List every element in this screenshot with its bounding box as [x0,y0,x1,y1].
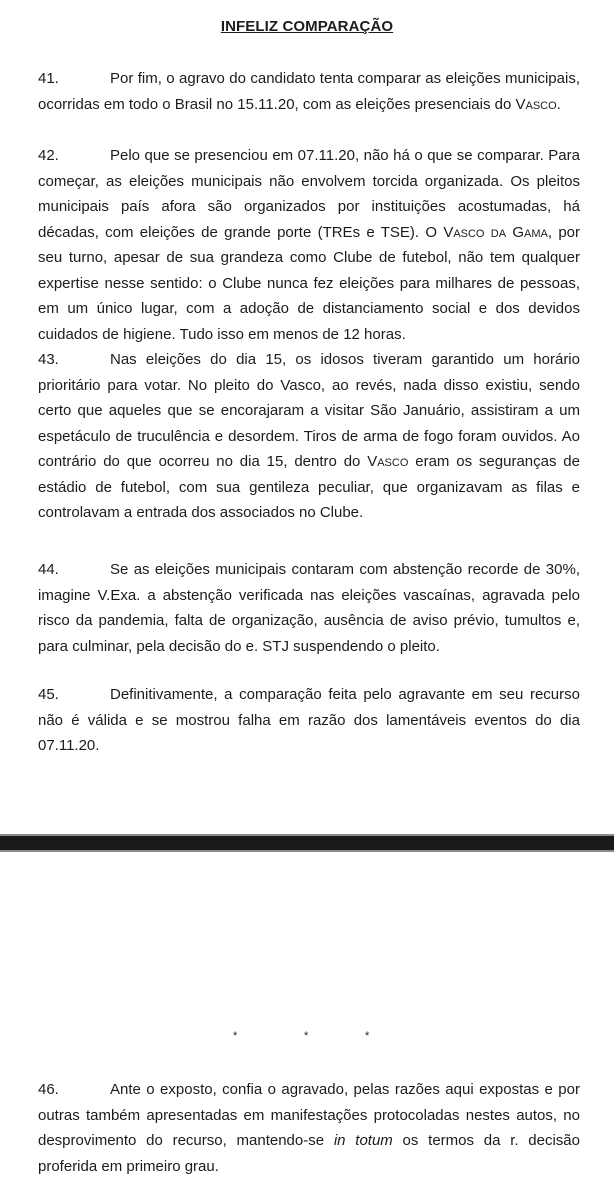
paragraph-number: 42. [38,147,59,164]
paragraph-text-end: . [556,95,561,113]
star-icon: * [233,1030,238,1042]
club-name: Vasco [367,453,409,470]
paragraph-text: Ante o exposto, confia o agravado, pelas razões aqui expostas e por outras também apresentadas em manifestações protocoladas nestes autos, no desprovimento do recurso, mantendo-se [38,1081,580,1149]
paragraph-42 [38,143,580,347]
star-icon: * [365,1030,370,1042]
section-separator [0,1030,614,1050]
paragraph-text-end: , por seu turno, apesar de sua grandeza como Clube de futebol, não tem qualquer expertise nesse sentido: o Clube nunca fez eleições para milhares de pessoas, em um único lugar, com a adoção de distanciamento social e dos devidos cuidados de higiene. Tudo isso em menos de 12 horas. [38,223,580,343]
paragraph-number: 44. [38,561,59,578]
paragraph-text-end: os termos da r. decisão proferida em primeiro grau. [38,1132,580,1175]
club-name: Vasco [515,95,557,113]
page-break-divider [0,834,614,852]
latin-phrase: in totum [333,1132,393,1149]
paragraph-text: Pelo que se presenciou em 07.11.20, não há o que se comparar. Para começar, as eleições municipais não envolvem torcida organizada. Os pleitos municipais país afora são organizados por instituições acostumadas, há décadas, com eleições de grande porte (TREs e TSE). O [38,147,580,241]
paragraph-text: Nas eleições do dia 15, os idosos tiveram garantido um horário prioritário para votar. No pleito do Vasco, ao revés, nada disso existiu, sendo certo que aqueles que se encorajaram a visitar São Januário, assistiram a um espetáculo de truculência e desordem. Tiros de arma de fogo foram ouvidos. Ao contrário do que ocorreu no dia 15, dentro do [38,351,580,470]
paragraph-number: 43. [38,351,59,368]
paragraph-text: Por fim, o agravo do candidato tenta comparar as eleições municipais, ocorridas em todo o Brasil no 15.11.20, com as eleições presenciais do [38,70,580,113]
club-name: Vasco da Gama [443,223,548,241]
paragraph-44 [38,557,580,659]
paragraph-number: 41. [38,70,59,87]
paragraph-text-end: eram os seguranças de estádio de futebol, com sua gentileza peculiar, que organizavam as filas e controlavam a entrada dos associados no Clube. [38,453,580,521]
paragraph-45 [38,682,580,759]
paragraph-text: Se as eleições municipais contaram com abstenção recorde de 30%, imagine V.Exa. a abstenção verificada nas eleições vascaínas, agravada pelo risco da pandemia, falta de organização, ausência de aviso prévio, tumultos e, para culminar, pela decisão do e. STJ suspendendo o pleito. [38,561,580,655]
paragraph-46 [38,1077,580,1179]
paragraph-text: Definitivamente, a comparação feita pelo agravante em seu recurso não é válida e se mostrou falha em razão dos lamentáveis eventos do dia 07.11.20. [38,686,580,754]
paragraph-number: 46. [38,1081,59,1098]
document-page-2 [0,852,614,1200]
section-title: INFELIZ COMPARAÇÃO [220,18,394,35]
paragraph-number: 45. [38,686,59,703]
star-icon: * [304,1030,309,1042]
paragraph-43 [38,347,580,526]
paragraph-41 [38,66,580,117]
